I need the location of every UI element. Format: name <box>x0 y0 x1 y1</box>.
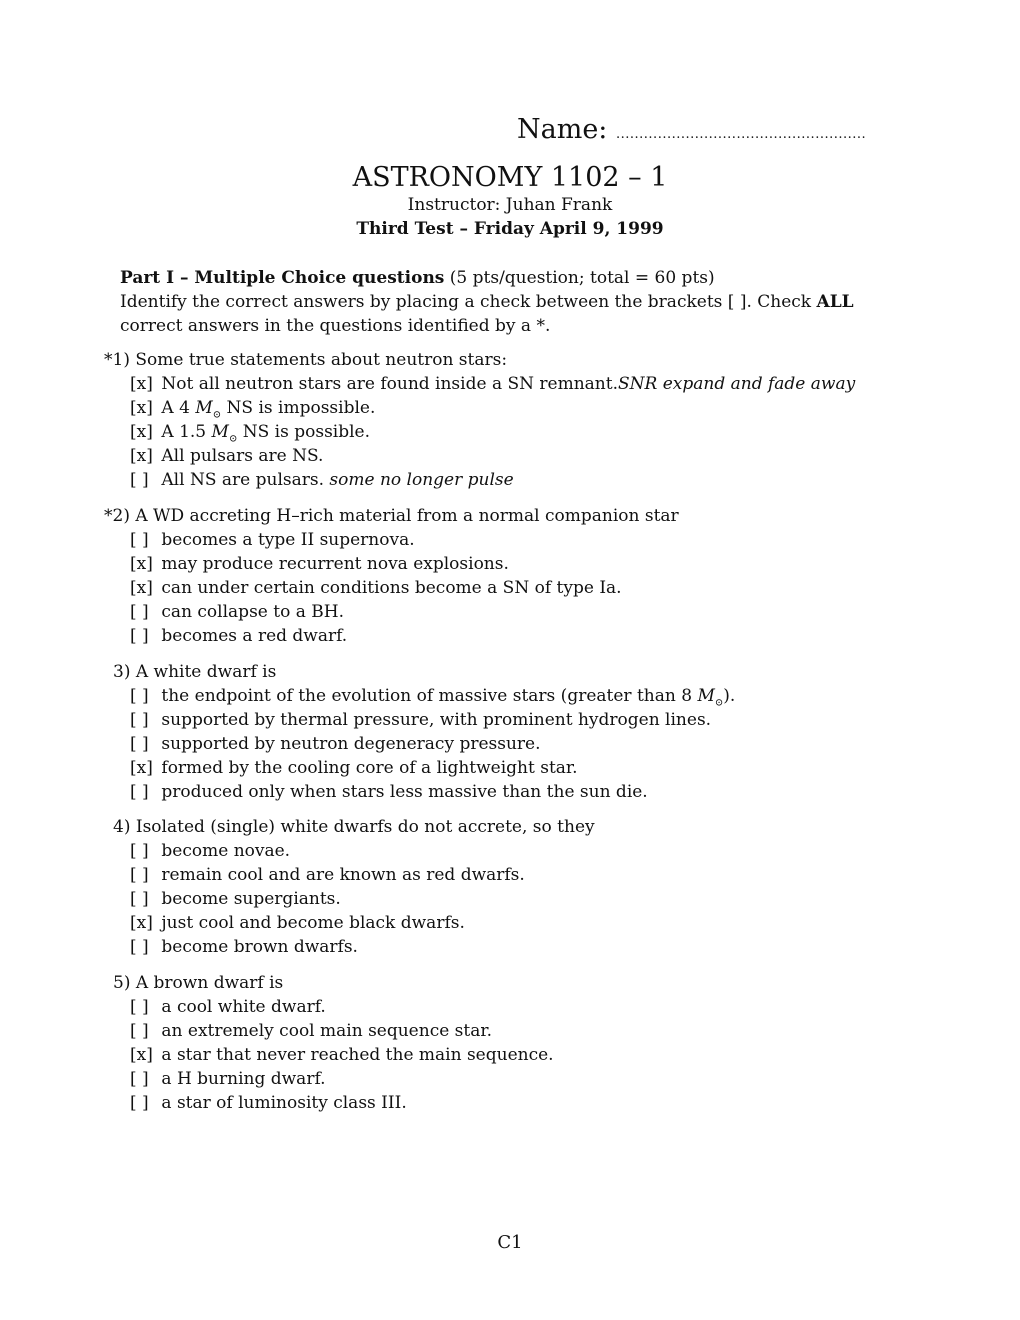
option-text: supported by thermal pressure, with prominent hydrogen lines. <box>161 710 712 730</box>
option-text: a star of luminosity class III. <box>161 1093 407 1113</box>
checkbox[interactable]: [ ] <box>130 997 149 1017</box>
checkbox[interactable]: [x] <box>130 913 153 933</box>
handwritten-note: some no longer pulse <box>329 470 514 490</box>
option-text: Not all neutron stars are found inside a SN remnant. <box>161 374 618 394</box>
q2-option-3[interactable] <box>130 578 622 598</box>
q2-option-2[interactable] <box>130 554 509 574</box>
checkbox[interactable]: [ ] <box>130 686 149 706</box>
checkbox[interactable]: [x] <box>130 374 153 394</box>
name-label: Name: <box>517 114 608 145</box>
question-label: 4) <box>113 817 131 837</box>
q5-option-4[interactable] <box>130 1069 326 1089</box>
solar-mass-symbol: $M_⊙$ <box>195 398 222 421</box>
checkbox[interactable]: [x] <box>130 398 153 418</box>
q3-option-4[interactable] <box>130 758 578 778</box>
option-text-pre: A 1.5 <box>161 422 207 442</box>
option-text: a H burning dwarf. <box>161 1069 326 1089</box>
option-text: becomes a red dwarf. <box>161 626 348 646</box>
course-title: ASTRONOMY 1102 – 1 <box>352 162 668 193</box>
q3-option-5[interactable] <box>130 782 648 802</box>
option-text: an extremely cool main sequence star. <box>161 1021 493 1041</box>
option-text: produced only when stars less massive than the sun die. <box>161 782 648 802</box>
option-text: All pulsars are NS. <box>161 446 324 466</box>
checkbox[interactable]: [ ] <box>130 470 149 490</box>
checkbox[interactable]: [ ] <box>130 937 149 957</box>
q3-option-1[interactable] <box>130 686 735 708</box>
checkbox[interactable]: [ ] <box>130 530 149 550</box>
question-label: 3) <box>113 662 131 682</box>
checkbox[interactable]: [ ] <box>130 602 149 622</box>
q2-option-1[interactable] <box>130 530 415 550</box>
checkbox[interactable]: [ ] <box>130 889 149 909</box>
question-4 <box>113 817 595 837</box>
solar-mass-symbol: $M_⊙$ <box>697 686 724 709</box>
option-text: becomes a type II supernova. <box>161 530 415 550</box>
q1-option-3[interactable] <box>130 422 370 444</box>
part-points: (5 pts/question; total = 60 pts) <box>449 268 715 288</box>
option-text: just cool and become black dwarfs. <box>161 913 465 933</box>
question-5 <box>113 973 283 993</box>
checkbox[interactable]: [ ] <box>130 1093 149 1113</box>
question-text: Isolated (single) white dwarfs do not accrete, so they <box>135 817 595 837</box>
q2-option-5[interactable] <box>130 626 347 646</box>
checkbox[interactable]: [ ] <box>130 734 149 754</box>
part-title: Part I – Multiple Choice questions <box>120 268 445 288</box>
option-text: may produce recurrent nova explosions. <box>161 554 509 574</box>
q2-option-4[interactable] <box>130 602 344 622</box>
instructions-text-b: correct answers in the questions identified by a *. <box>120 316 551 336</box>
checkbox[interactable]: [x] <box>130 758 153 778</box>
q5-option-5[interactable] <box>130 1093 407 1113</box>
test-date-line: Third Test – Friday April 9, 1999 <box>356 219 664 239</box>
checkbox[interactable]: [ ] <box>130 782 149 802</box>
q1-option-2[interactable] <box>130 398 375 420</box>
handwritten-note: SNR expand and fade away <box>617 374 856 394</box>
option-text-post: NS is possible. <box>242 422 371 442</box>
option-text: become novae. <box>161 841 291 861</box>
checkbox[interactable]: [ ] <box>130 626 149 646</box>
checkbox[interactable]: [x] <box>130 446 153 466</box>
checkbox[interactable]: [ ] <box>130 1021 149 1041</box>
instructor-line: Instructor: Juhan Frank <box>407 195 613 215</box>
option-text-post: ). <box>723 686 736 706</box>
question-label: 5) <box>113 973 131 993</box>
q1-option-5[interactable] <box>130 470 514 490</box>
q5-option-3[interactable] <box>130 1045 554 1065</box>
question-text: Some true statements about neutron stars: <box>135 350 508 370</box>
checkbox[interactable]: [x] <box>130 578 153 598</box>
checkbox[interactable]: [ ] <box>130 1069 149 1089</box>
checkbox[interactable]: [ ] <box>130 710 149 730</box>
option-text-pre: the endpoint of the evolution of massive stars (greater than 8 <box>161 686 693 706</box>
q4-option-2[interactable] <box>130 865 525 885</box>
question-label: *1) <box>104 350 130 370</box>
option-text: supported by neutron degeneracy pressure. <box>161 734 541 754</box>
option-text: can under certain conditions become a SN of type Ia. <box>161 578 622 598</box>
question-label: *2) <box>104 506 130 526</box>
q5-option-1[interactable] <box>130 997 326 1017</box>
instructions-all: ALL <box>816 292 854 312</box>
option-text: a cool white dwarf. <box>161 997 326 1017</box>
checkbox[interactable]: [ ] <box>130 865 149 885</box>
checkbox[interactable]: [x] <box>130 554 153 574</box>
option-text: a star that never reached the main sequence. <box>161 1045 554 1065</box>
option-text: remain cool and are known as red dwarfs. <box>161 865 525 885</box>
checkbox[interactable]: [ ] <box>130 841 149 861</box>
q4-option-1[interactable] <box>130 841 290 861</box>
q1-option-4[interactable] <box>130 446 323 466</box>
name-blank-line: ...................................................... <box>616 127 867 142</box>
checkbox[interactable]: [x] <box>130 1045 153 1065</box>
question-text: A WD accreting H–rich material from a normal companion star <box>135 506 679 526</box>
solar-mass-symbol: $M_⊙$ <box>211 422 238 445</box>
question-text: A brown dwarf is <box>135 973 284 993</box>
q4-option-3[interactable] <box>130 889 341 909</box>
question-1 <box>104 350 507 370</box>
page-number: C1 <box>497 1232 523 1253</box>
checkbox[interactable]: [x] <box>130 422 153 442</box>
option-text-post: NS is impossible. <box>226 398 376 418</box>
option-text: become supergiants. <box>161 889 341 909</box>
q3-option-2[interactable] <box>130 710 711 730</box>
option-text: become brown dwarfs. <box>161 937 358 957</box>
question-2 <box>104 506 679 526</box>
q5-option-2[interactable] <box>130 1021 492 1041</box>
q1-option-1[interactable] <box>130 374 855 394</box>
option-text-pre: A 4 <box>161 398 190 418</box>
question-3 <box>113 662 276 682</box>
option-text: All NS are pulsars. <box>161 470 324 490</box>
q4-option-5[interactable] <box>130 937 358 957</box>
name-field[interactable] <box>517 114 866 145</box>
q4-option-4[interactable] <box>130 913 465 933</box>
option-text: formed by the cooling core of a lightweight star. <box>161 758 578 778</box>
instructions-text-a: Identify the correct answers by placing a check between the brackets [ ]. Check <box>120 292 812 312</box>
option-text: can collapse to a BH. <box>161 602 344 622</box>
q3-option-3[interactable] <box>130 734 541 754</box>
part-intro <box>120 266 900 338</box>
question-text: A white dwarf is <box>135 662 277 682</box>
